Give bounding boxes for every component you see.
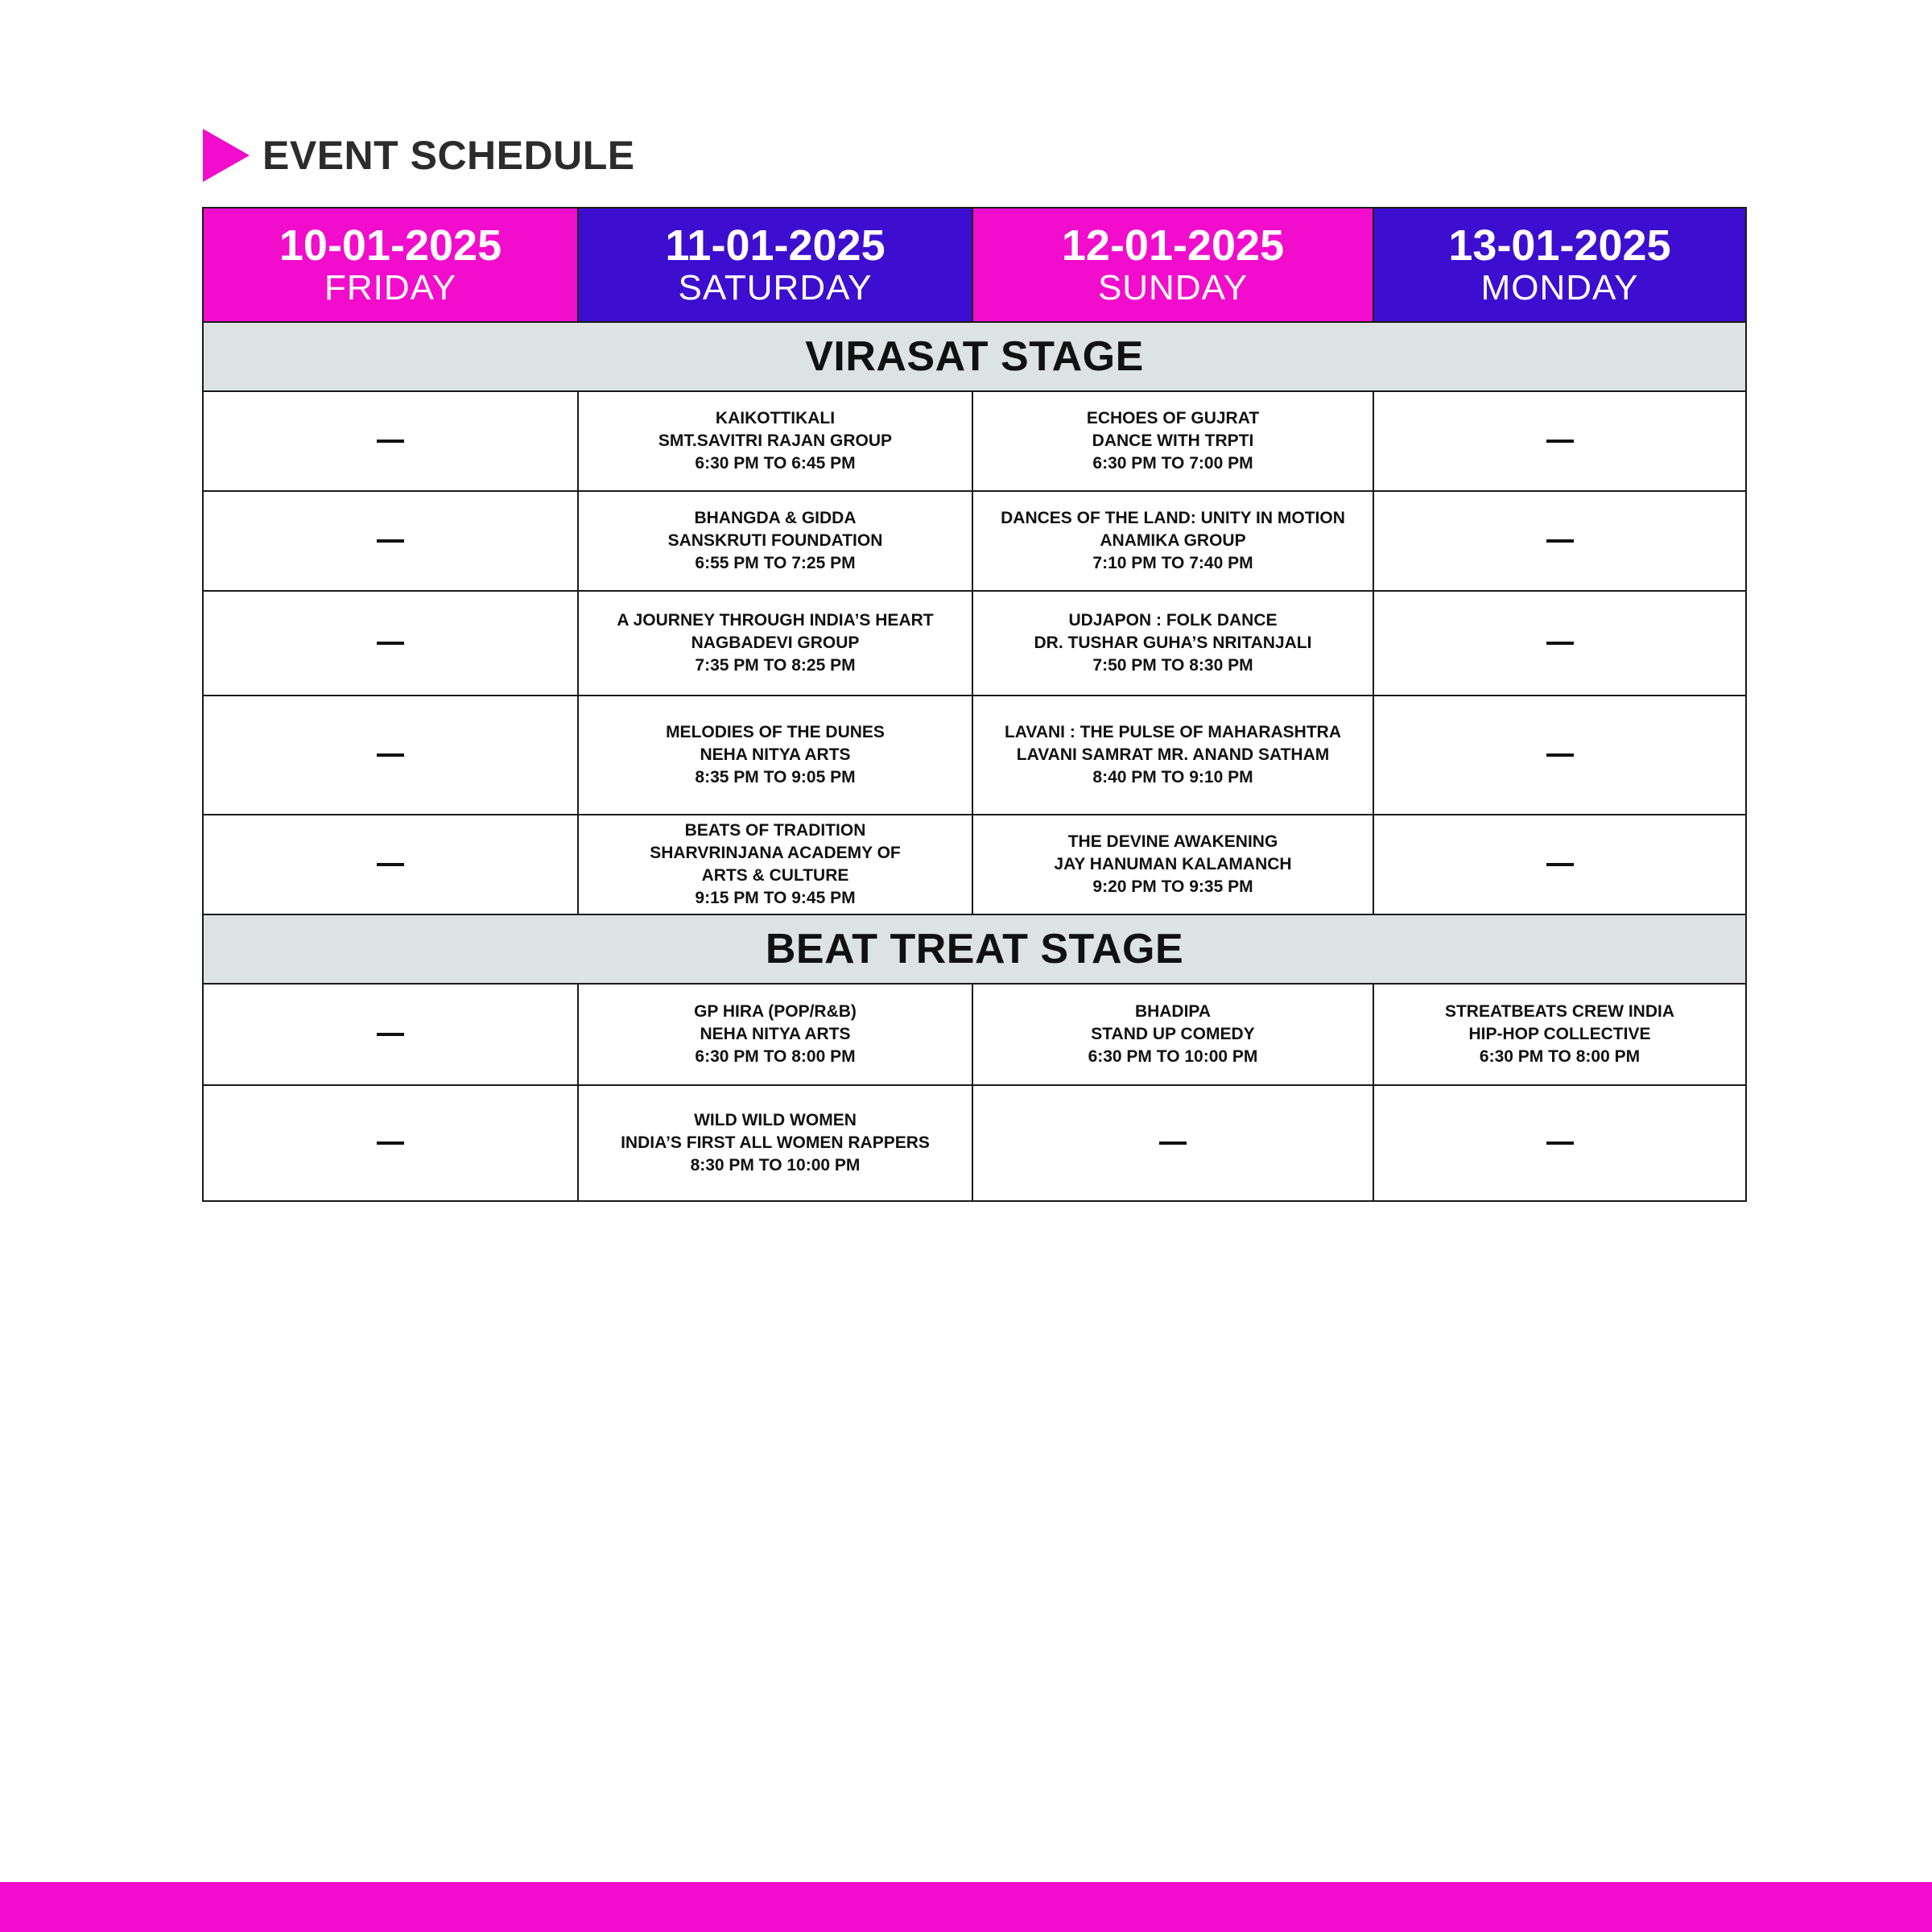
event-time: 6:30 PM TO 7:00 PM [1092, 454, 1253, 473]
event-cell [972, 696, 1373, 815]
empty-slot [203, 696, 578, 815]
event-time: 7:35 PM TO 8:25 PM [695, 656, 856, 675]
event-group: NEHA NITYA ARTS [700, 745, 851, 764]
event-title: DANCES OF THE LAND: UNITY IN MOTION [1001, 509, 1345, 527]
event-title: WILD WILD WOMEN [694, 1111, 857, 1129]
schedule-row [203, 984, 1746, 1085]
page-header [203, 127, 635, 184]
day-date: 11-01-2025 [665, 221, 886, 270]
event-group: SMT.SAVITRI RAJAN GROUP [658, 431, 893, 450]
empty-slot [1373, 491, 1746, 591]
empty-slot [203, 491, 578, 591]
event-cell [578, 491, 972, 591]
dash-icon [1546, 1141, 1574, 1145]
event-title: MELODIES OF THE DUNES [666, 723, 885, 741]
event-group: ANAMIKA GROUP [1100, 531, 1246, 550]
event-title: GP HIRA (POP/R&B) [694, 1002, 857, 1021]
event-time: 7:50 PM TO 8:30 PM [1092, 656, 1253, 675]
event-group: NAGBADEVI GROUP [691, 634, 860, 652]
day-date: 10-01-2025 [279, 221, 502, 270]
event-cell [578, 815, 972, 914]
empty-slot [1373, 696, 1746, 815]
empty-slot [203, 591, 578, 696]
empty-slot [203, 1085, 578, 1201]
event-time: 6:30 PM TO 8:00 PM [695, 1047, 856, 1066]
empty-slot [1373, 1085, 1746, 1201]
day-header-monday [1373, 208, 1746, 322]
event-time: 8:30 PM TO 10:00 PM [690, 1156, 861, 1174]
event-group: LAVANI SAMRAT MR. ANAND SATHAM [1016, 745, 1330, 764]
event-cell [972, 391, 1373, 491]
event-cell [578, 591, 972, 696]
event-cell [578, 1085, 972, 1201]
empty-slot [972, 1085, 1373, 1201]
day-header-row [203, 208, 1746, 322]
empty-slot [1373, 591, 1746, 696]
day-date: 13-01-2025 [1448, 221, 1671, 270]
event-title: KAIKOTTIKALI [715, 409, 836, 427]
footer-accent-bar [0, 1882, 1932, 1932]
event-group: DANCE WITH TRPTI [1092, 431, 1254, 450]
day-header-sunday [972, 208, 1373, 322]
dash-icon [1546, 642, 1574, 645]
dash-icon [1159, 1141, 1187, 1145]
schedule-row [203, 391, 1746, 491]
day-header-saturday [578, 208, 972, 322]
empty-slot [203, 984, 578, 1085]
event-time: 9:20 PM TO 9:35 PM [1092, 877, 1253, 896]
page-title: EVENT SCHEDULE [262, 133, 635, 178]
dash-icon [377, 753, 404, 757]
event-title: BHADIPA [1134, 1002, 1212, 1021]
day-name: SATURDAY [678, 268, 873, 308]
dash-icon [1546, 440, 1574, 443]
day-name: SUNDAY [1097, 268, 1249, 308]
dash-icon [377, 1033, 404, 1036]
event-time: 9:15 PM TO 9:45 PM [695, 889, 856, 907]
event-cell [972, 491, 1373, 591]
dash-icon [377, 440, 404, 443]
dash-icon [377, 539, 404, 543]
event-cell [972, 591, 1373, 696]
event-time: 8:35 PM TO 9:05 PM [695, 768, 856, 786]
event-time: 6:55 PM TO 7:25 PM [695, 554, 856, 572]
event-title: LAVANI : THE PULSE OF MAHARASHTRA [1004, 723, 1342, 741]
event-cell [578, 984, 972, 1085]
empty-slot [203, 391, 578, 491]
event-group: DR. TUSHAR GUHA’S NRITANJALI [1034, 634, 1312, 652]
event-group: SHARVRINJANA ACADEMY OF ARTS & CULTURE [650, 844, 901, 885]
event-schedule-table [202, 207, 1747, 1202]
event-cell [972, 984, 1373, 1085]
event-cell [578, 696, 972, 815]
dash-icon [377, 642, 404, 645]
event-title: BHANGDA & GIDDA [694, 509, 857, 527]
event-group: HIP-HOP COLLECTIVE [1468, 1025, 1651, 1043]
schedule-row [203, 1085, 1746, 1201]
play-arrow-icon [203, 129, 250, 182]
event-group: SANSKRUTI FOUNDATION [667, 531, 883, 550]
event-cell [972, 815, 1373, 914]
event-time: 6:30 PM TO 10:00 PM [1088, 1047, 1258, 1066]
stage-band-row [203, 322, 1746, 391]
dash-icon [1546, 753, 1574, 757]
schedule-row [203, 491, 1746, 591]
day-name: MONDAY [1480, 268, 1639, 308]
event-group: JAY HANUMAN KALAMANCH [1054, 855, 1292, 873]
event-title: THE DEVINE AWAKENING [1067, 832, 1278, 851]
empty-slot [1373, 391, 1746, 491]
event-group: NEHA NITYA ARTS [700, 1025, 851, 1043]
day-date: 12-01-2025 [1061, 221, 1285, 270]
schedule-row [203, 815, 1746, 914]
dash-icon [377, 863, 404, 866]
event-time: 8:40 PM TO 9:10 PM [1092, 768, 1253, 786]
event-title: STREATBEATS CREW INDIA [1444, 1002, 1675, 1021]
event-title: A JOURNEY THROUGH INDIA’S HEART [617, 611, 934, 630]
event-group: INDIA’S FIRST ALL WOMEN RAPPERS [621, 1133, 930, 1152]
event-group: STAND UP COMEDY [1091, 1025, 1255, 1043]
empty-slot [203, 815, 578, 914]
event-title: UDJAPON : FOLK DANCE [1068, 611, 1278, 630]
event-time: 6:30 PM TO 8:00 PM [1479, 1047, 1641, 1066]
event-title: BEATS OF TRADITION [684, 821, 866, 840]
event-title: ECHOES OF GUJRAT [1086, 409, 1260, 427]
dash-icon [1546, 863, 1574, 866]
schedule-row [203, 696, 1746, 815]
event-cell [1373, 984, 1746, 1085]
stage-title-beat-treat: BEAT TREAT STAGE [203, 914, 1746, 984]
day-header-friday [203, 208, 578, 322]
day-name: FRIDAY [324, 268, 457, 308]
event-time: 7:10 PM TO 7:40 PM [1092, 554, 1253, 572]
dash-icon [1546, 539, 1574, 543]
schedule-row [203, 591, 1746, 696]
stage-title-virasat: VIRASAT STAGE [203, 322, 1746, 391]
event-cell [578, 391, 972, 491]
event-time: 6:30 PM TO 6:45 PM [695, 454, 856, 473]
stage-band-row [203, 914, 1746, 984]
empty-slot [1373, 815, 1746, 914]
dash-icon [377, 1141, 404, 1145]
